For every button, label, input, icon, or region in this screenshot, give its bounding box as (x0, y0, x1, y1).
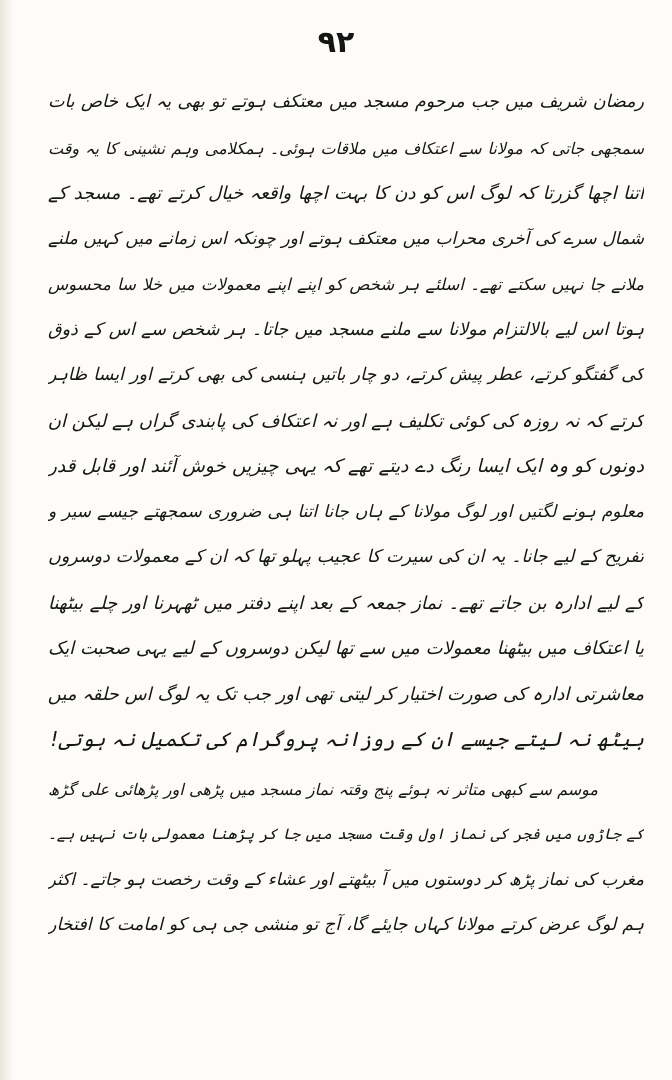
text-line: معلوم ہونے لگتیں اور لوگ مولانا کے ہاں جانا اتنا ہی ضروری سمجھتے جیسے سیر و (48, 501, 644, 522)
text-line: شمال سرے کی آخری محراب میں معتکف ہوتے اور چونکہ اس زمانے میں کہیں ملنے (48, 228, 644, 249)
text-line: رمضان شریف میں جب مرحوم مسجد میں معتکف ہوتے تو بھی یہ ایک خاص بات (48, 92, 644, 112)
text-line: یا اعتکاف میں بیٹھنا معمولات میں سے تھا لیکن دوسروں کے لیے یہی صحبت ایک (48, 638, 644, 659)
text-line: اتنا اچھا گزرتا کہ لوگ اس کو دن کا بہت اچھا واقعہ خیال کرتے تھے۔ مسجد کے (48, 183, 644, 204)
text-line: سمجھی جاتی کہ مولانا سے اعتکاف میں ملاقات ہوئی۔ ہمکلامی وہم نشینی کا یہ وقت (48, 138, 644, 158)
page-number: ۹۲ (317, 25, 355, 60)
page-edge-shadow (0, 0, 14, 1080)
text-line: ملانے جا نہیں سکتے تھے۔ اسلئے ہر شخص کو اپنے اپنے معمولات میں خلا سا محسوس (48, 275, 644, 294)
text-line: ہم لوگ عرض کرتے مولانا کہاں جایئے گا، آج تو منشی جی ہی کو امامت کا افتخار (48, 915, 644, 935)
text-line: کے جاڑوں میں فجر کی نماز اول وقت مسجد میں جا کر پڑھنا معمولی بات نہیں ہے۔ (48, 825, 644, 843)
text-line: بیٹھ نہ لیتے جیسے ان کے روزانہ پروگرام کی تکمیل نہ ہوتی! (50, 727, 644, 751)
body-text (48, 80, 644, 949)
text-line: موسم سے کبھی متاثر نہ ہوئے پنج وقتہ نماز مسجد میں پڑھی اور پڑھائی علی گڑھ (48, 779, 598, 799)
text-line: کے لیے ادارہ بن جاتے تھے۔ نماز جمعہ کے بعد اپنے دفتر میں ٹھہرنا اور چلے بیٹھنا (48, 592, 644, 614)
text-line: کرتے کہ نہ روزہ کی کوئی تکلیف ہے اور نہ اعتکاف کی پابندی گراں ہے لیکن ان (48, 410, 644, 432)
text-line: تفریح کے لیے جانا۔ یہ ان کی سیرت کا عجیب پہلو تھا کہ ان کے معمولات دوسروں (48, 547, 644, 567)
text-line: کی گفتگو کرتے، عطر پیش کرتے، دو چار باتیں ہنسی کی بھی کرتے اور ایسا ظاہر (48, 365, 644, 385)
text-line: دونوں کو وہ ایک ایسا رنگ دے دیتے تھے کہ یہی چیزیں خوش آئند اور قابل قدر (48, 456, 644, 477)
text-line: مغرب کی نماز پڑھ کر دوستوں میں آ بیٹھتے اور عشاء کے وقت رخصت ہو جاتے۔ اکثر (48, 869, 644, 890)
text-line: معاشرتی ادارہ کی صورت اختیار کر لیتی تھی اور جب تک یہ لوگ اس حلقہ میں (48, 683, 644, 705)
text-line: ہوتا اس لیے بالالتزام مولانا سے ملنے مسجد میں جاتا۔ ہر شخص سے اس کے ذوق (48, 319, 644, 340)
